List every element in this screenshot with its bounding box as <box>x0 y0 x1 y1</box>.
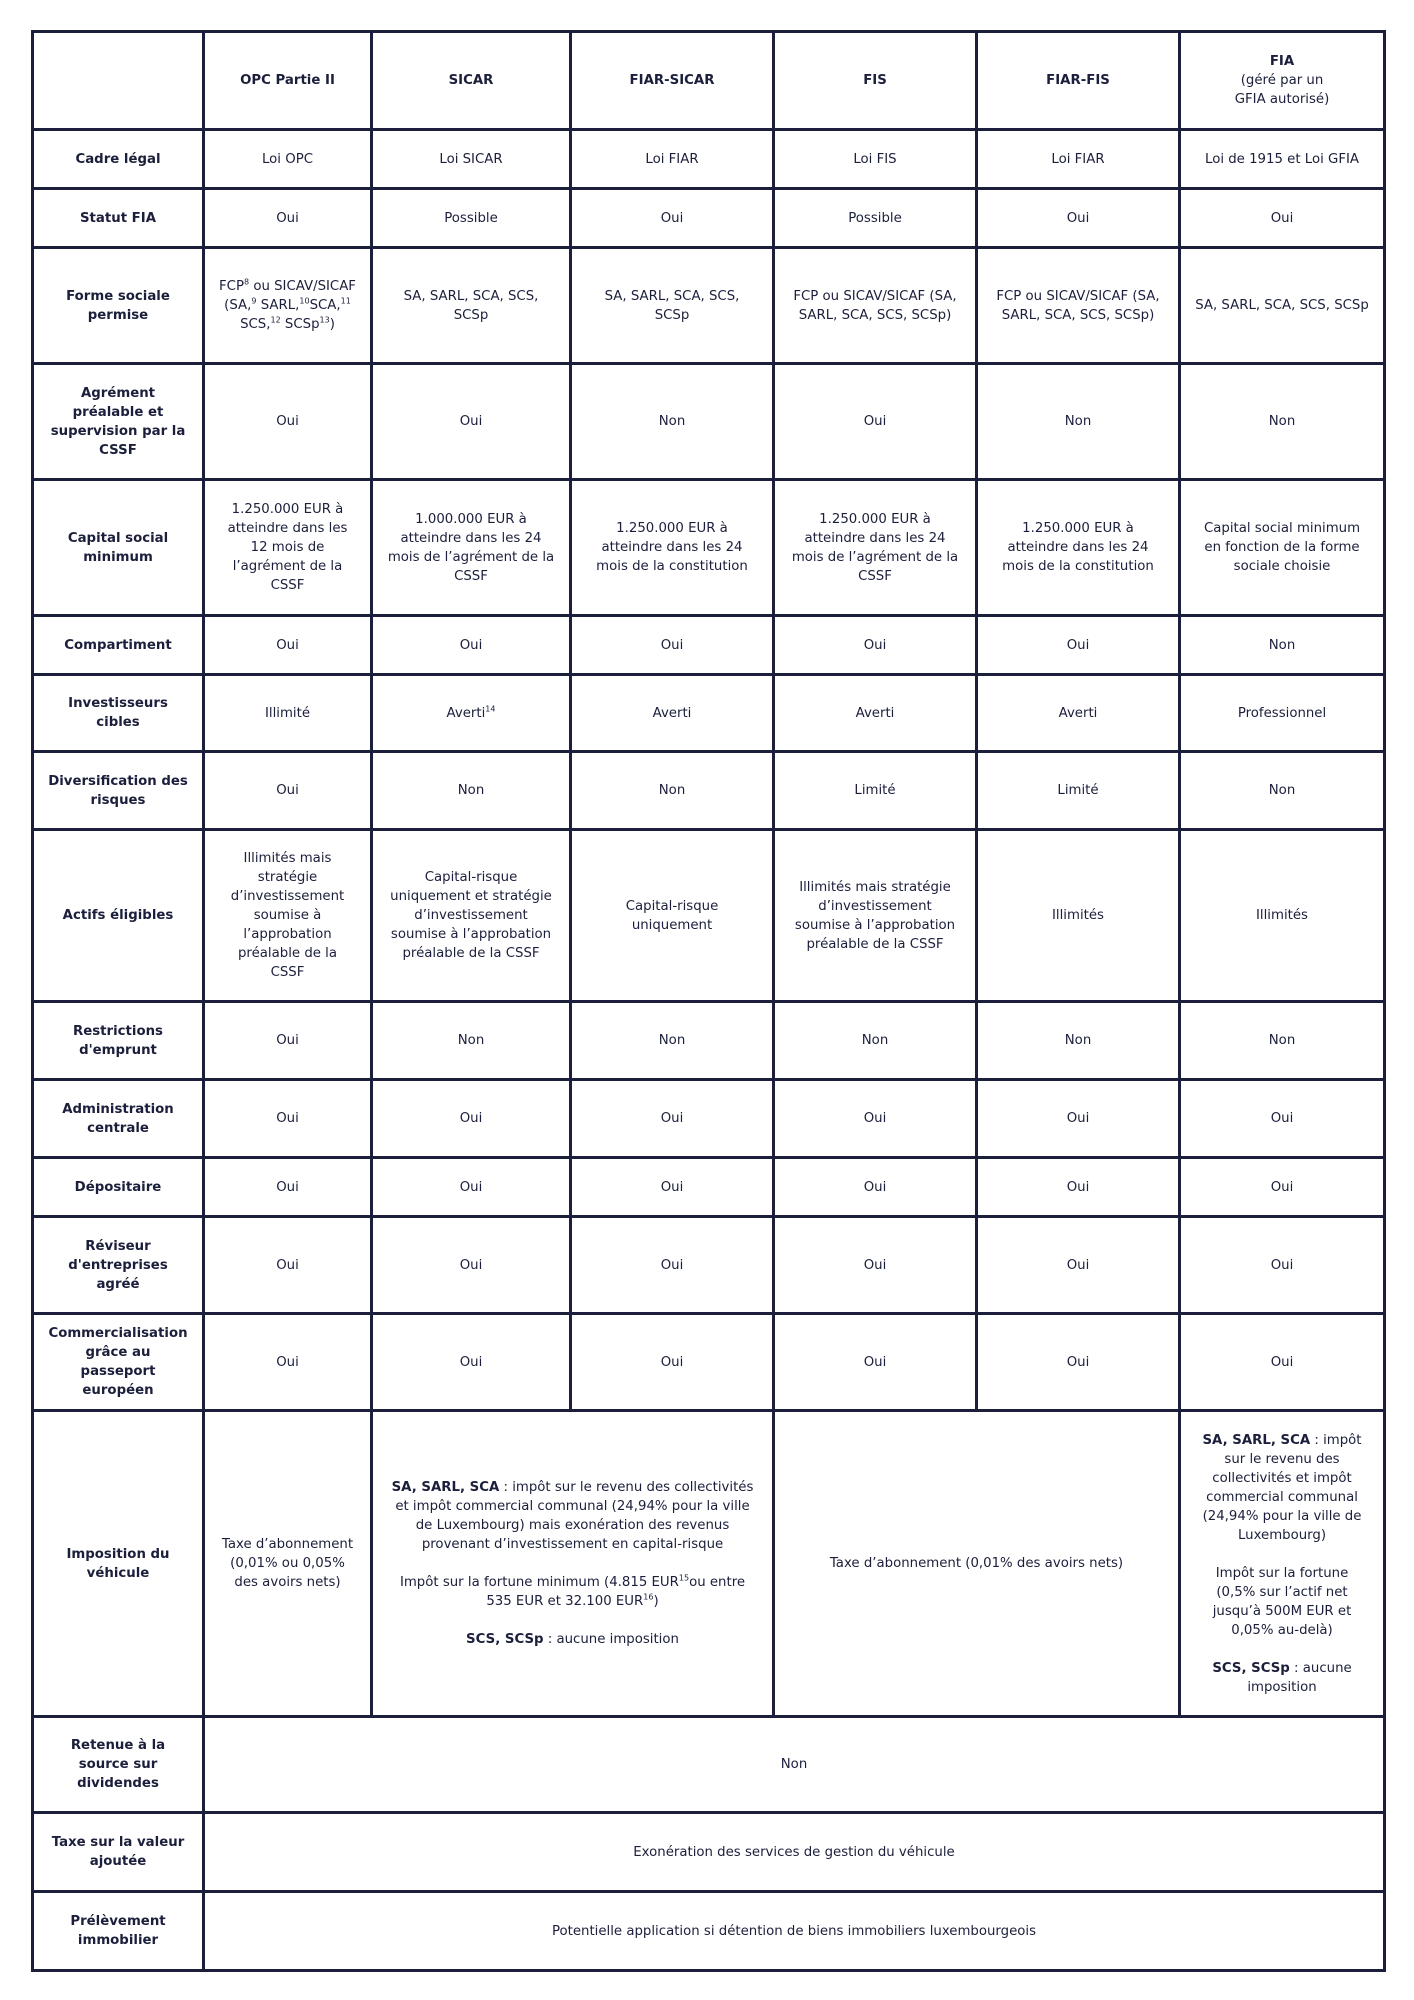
table-cell: Oui <box>372 1217 571 1314</box>
table-cell: Possible <box>372 189 571 248</box>
column-header-title: FIA <box>1269 54 1295 69</box>
table-row <box>33 1892 1385 1971</box>
table-cell: Non <box>571 364 774 480</box>
column-header-fia <box>1180 32 1385 130</box>
footnote-ref: 11 <box>340 296 351 306</box>
table-cell: Oui <box>1180 1080 1385 1158</box>
table-cell: Oui <box>571 616 774 675</box>
cell-text: SCSp <box>284 317 320 332</box>
table-cell: Oui <box>204 752 372 830</box>
cell-text: SCA, <box>309 298 341 313</box>
table-cell: Taxe d’abonnement (0,01% des avoirs nets) <box>774 1411 1180 1717</box>
footnote-ref: 14 <box>485 704 496 714</box>
table-cell: Oui <box>774 1158 977 1217</box>
table-cell: Non <box>1180 364 1385 480</box>
footnote-ref: 12 <box>270 315 281 325</box>
table-cell: Non <box>1180 1002 1385 1080</box>
table-cell: Oui <box>571 189 774 248</box>
table-row <box>33 1411 1385 1717</box>
table-cell: Averti <box>774 675 977 752</box>
column-header: FIS <box>774 32 977 130</box>
row-header: Imposition du véhicule <box>33 1411 204 1717</box>
table-cell: Non <box>1180 752 1385 830</box>
table-cell: Oui <box>977 1217 1180 1314</box>
table-cell-sicar-investisseurs <box>372 675 571 752</box>
table-row <box>33 830 1385 1002</box>
row-header: Taxe sur la valeur ajoutée <box>33 1813 204 1892</box>
row-header: Agrément préalable et supervision par la CSSF <box>33 364 204 480</box>
table-cell: Non <box>1180 616 1385 675</box>
row-header: Restrictions d'emprunt <box>33 1002 204 1080</box>
table-cell: Oui <box>372 364 571 480</box>
table-row <box>33 1158 1385 1217</box>
table-row <box>33 364 1385 480</box>
table-cell: Oui <box>571 1217 774 1314</box>
row-header: Compartiment <box>33 616 204 675</box>
table-cell: Loi FIAR <box>977 130 1180 189</box>
table-cell: Oui <box>372 1080 571 1158</box>
table-cell: Possible <box>774 189 977 248</box>
footnote-ref: 13 <box>319 315 330 325</box>
table-cell: Oui <box>774 1217 977 1314</box>
table-cell: Oui <box>204 1002 372 1080</box>
table-row <box>33 675 1385 752</box>
table-cell-fia-imposition <box>1180 1411 1385 1717</box>
cell-bold-text: SA, SARL, SCA <box>391 1480 500 1495</box>
table-cell: Oui <box>571 1314 774 1411</box>
table-cell: Oui <box>372 616 571 675</box>
row-header: Investisseurs cibles <box>33 675 204 752</box>
table-cell: Loi FIS <box>774 130 977 189</box>
row-header: Capital social minimum <box>33 480 204 616</box>
table-cell: Averti <box>571 675 774 752</box>
row-header: Administration centrale <box>33 1080 204 1158</box>
table-row <box>33 248 1385 364</box>
table-row <box>33 130 1385 189</box>
table-row <box>33 1813 1385 1892</box>
cell-text: ou entre 535 EUR et 32.100 EUR <box>486 1575 746 1609</box>
table-cell: Oui <box>977 1080 1180 1158</box>
table-cell: Illimités mais stratégie d’investissement soumise à l’approbation préalable de la CSSF <box>774 830 977 1002</box>
table-cell: Non <box>204 1717 1385 1813</box>
table-row <box>33 1314 1385 1411</box>
table-cell: Illimité <box>204 675 372 752</box>
table-cell: Capital social minimum en fonction de la forme sociale choisie <box>1180 480 1385 616</box>
table-cell: Non <box>977 1002 1180 1080</box>
cell-text: Impôt sur la fortune (0,5% sur l’actif net jusqu’à 500M EUR et 0,05% au-delà) <box>1212 1565 1352 1638</box>
cell-text: ou SICAV/SICAF (SA, <box>224 279 356 313</box>
row-header: Retenue à la source sur dividendes <box>33 1717 204 1813</box>
table-row <box>33 1002 1385 1080</box>
table-cell: Taxe d’abonnement (0,01% ou 0,05% des avoirs nets) <box>204 1411 372 1717</box>
table-cell: Oui <box>977 1314 1180 1411</box>
table-cell: Oui <box>1180 189 1385 248</box>
cell-bold-text: SA, SARL, SCA <box>1202 1432 1311 1448</box>
table-cell: Non <box>977 364 1180 480</box>
table-cell: Loi OPC <box>204 130 372 189</box>
table-cell: Oui <box>774 364 977 480</box>
header-row <box>33 32 1385 130</box>
table-cell: 1.250.000 EUR à atteindre dans les 12 mois de l’agrément de la CSSF <box>204 480 372 616</box>
cell-text: SCS, <box>240 317 271 332</box>
table-cell: Oui <box>774 616 977 675</box>
table-cell: Illimités <box>977 830 1180 1002</box>
table-cell: Loi SICAR <box>372 130 571 189</box>
table-row <box>33 752 1385 830</box>
row-header: Diversification des risques <box>33 752 204 830</box>
footnote-ref: 8 <box>243 277 250 287</box>
table-cell: Limité <box>977 752 1180 830</box>
table-cell: Non <box>571 752 774 830</box>
table-row <box>33 1217 1385 1314</box>
table-cell: SA, SARL, SCA, SCS, SCSp <box>571 248 774 364</box>
column-header-subtitle: GFIA autorisé) <box>1234 92 1330 107</box>
table-row <box>33 1717 1385 1813</box>
table-cell-opc-forme <box>204 248 372 364</box>
row-header: Prélèvement immobilier <box>33 1892 204 1971</box>
footnote-ref: 10 <box>299 296 310 306</box>
table-cell: Illimités mais stratégie d’investissement soumise à l’approbation préalable de la CSSF <box>204 830 372 1002</box>
table-row <box>33 189 1385 248</box>
table-cell: Loi FIAR <box>571 130 774 189</box>
column-header: SICAR <box>372 32 571 130</box>
column-header-subtitle: (géré par un <box>1240 73 1324 88</box>
table-cell: 1.250.000 EUR à atteindre dans les 24 mois de l’agrément de la CSSF <box>774 480 977 616</box>
table-cell: Oui <box>571 1080 774 1158</box>
table-cell: Professionnel <box>1180 675 1385 752</box>
table-cell: Illimités <box>1180 830 1385 1002</box>
table-row <box>33 1080 1385 1158</box>
row-header: Commercialisation grâce au passeport européen <box>33 1314 204 1411</box>
table-cell: SA, SARL, SCA, SCS, SCSp <box>372 248 571 364</box>
row-header: Cadre légal <box>33 130 204 189</box>
cell-text: : impôt sur le revenu des collectivités et impôt commercial communal (24,94% pour la ville de Luxembourg) mais exonération des revenus provenant d’investissement en capital-risque <box>395 1480 754 1552</box>
cell-text: : aucune imposition <box>543 1632 679 1647</box>
table-cell: FCP ou SICAV/SICAF (SA, SARL, SCA, SCS, SCSp) <box>977 248 1180 364</box>
table-cell: Oui <box>1180 1158 1385 1217</box>
table-cell: Oui <box>1180 1314 1385 1411</box>
row-header: Forme sociale permise <box>33 248 204 364</box>
cell-text: FCP <box>219 279 244 294</box>
cell-text: ) <box>329 317 335 332</box>
table-cell: Oui <box>977 616 1180 675</box>
table-cell: 1.250.000 EUR à atteindre dans les 24 mois de la constitution <box>977 480 1180 616</box>
table-cell: Oui <box>204 189 372 248</box>
table-cell: Oui <box>571 1158 774 1217</box>
row-header: Réviseur d'entreprises agréé <box>33 1217 204 1314</box>
cell-text: : aucune imposition <box>1247 1660 1352 1695</box>
cell-text: Impôt sur la fortune minimum (4.815 EUR <box>399 1575 679 1590</box>
table-cell: FCP ou SICAV/SICAF (SA, SARL, SCA, SCS, SCSp) <box>774 248 977 364</box>
cell-bold-text: SCS, SCSp <box>466 1632 544 1647</box>
table-cell: Potentielle application si détention de biens immobiliers luxembourgeois <box>204 1892 1385 1971</box>
table-cell: Oui <box>372 1314 571 1411</box>
table-cell: Oui <box>977 1158 1180 1217</box>
table-cell: Non <box>571 1002 774 1080</box>
corner-cell <box>33 32 204 130</box>
table-cell: Oui <box>204 616 372 675</box>
column-header: FIAR-FIS <box>977 32 1180 130</box>
table-cell: Oui <box>204 1217 372 1314</box>
cell-bold-text: SCS, SCSp <box>1212 1660 1290 1676</box>
table-cell: Oui <box>204 1314 372 1411</box>
table-cell: 1.000.000 EUR à atteindre dans les 24 mois de l’agrément de la CSSF <box>372 480 571 616</box>
table-cell: Capital-risque uniquement <box>571 830 774 1002</box>
table-cell: Oui <box>1180 1217 1385 1314</box>
table-cell-sicar-imposition <box>372 1411 774 1717</box>
column-header: OPC Partie II <box>204 32 372 130</box>
column-header: FIAR-SICAR <box>571 32 774 130</box>
table-row <box>33 616 1385 675</box>
table-cell: Oui <box>774 1080 977 1158</box>
table-row <box>33 480 1385 616</box>
comparison-table <box>31 30 1386 1972</box>
table-cell: Non <box>372 1002 571 1080</box>
table-cell: Oui <box>204 364 372 480</box>
table-cell: Loi de 1915 et Loi GFIA <box>1180 130 1385 189</box>
table-cell: Exonération des services de gestion du véhicule <box>204 1813 1385 1892</box>
cell-text: ) <box>653 1594 659 1609</box>
table-cell: 1.250.000 EUR à atteindre dans les 24 mois de la constitution <box>571 480 774 616</box>
footnote-ref: 9 <box>251 296 257 306</box>
row-header: Actifs éligibles <box>33 830 204 1002</box>
cell-text: SARL, <box>260 298 300 313</box>
row-header: Statut FIA <box>33 189 204 248</box>
cell-text: Averti <box>446 705 486 721</box>
footnote-ref: 16 <box>643 1592 654 1602</box>
cell-text: : impôt sur le revenu des collectivités et impôt commercial communal (24,94% pour la ville de Luxembourg) <box>1202 1432 1362 1543</box>
table-cell: SA, SARL, SCA, SCS, SCSp <box>1180 248 1385 364</box>
table-cell: Oui <box>204 1158 372 1217</box>
table-cell: Averti <box>977 675 1180 752</box>
table-cell: Capital-risque uniquement et stratégie d’investissement soumise à l’approbation préalable de la CSSF <box>372 830 571 1002</box>
table-cell: Limité <box>774 752 977 830</box>
table-cell: Non <box>774 1002 977 1080</box>
table-cell: Oui <box>774 1314 977 1411</box>
table-cell: Oui <box>204 1080 372 1158</box>
row-header: Dépositaire <box>33 1158 204 1217</box>
table-cell: Oui <box>372 1158 571 1217</box>
table-cell: Non <box>372 752 571 830</box>
footnote-ref: 15 <box>678 1573 690 1583</box>
table-cell: Oui <box>977 189 1180 248</box>
